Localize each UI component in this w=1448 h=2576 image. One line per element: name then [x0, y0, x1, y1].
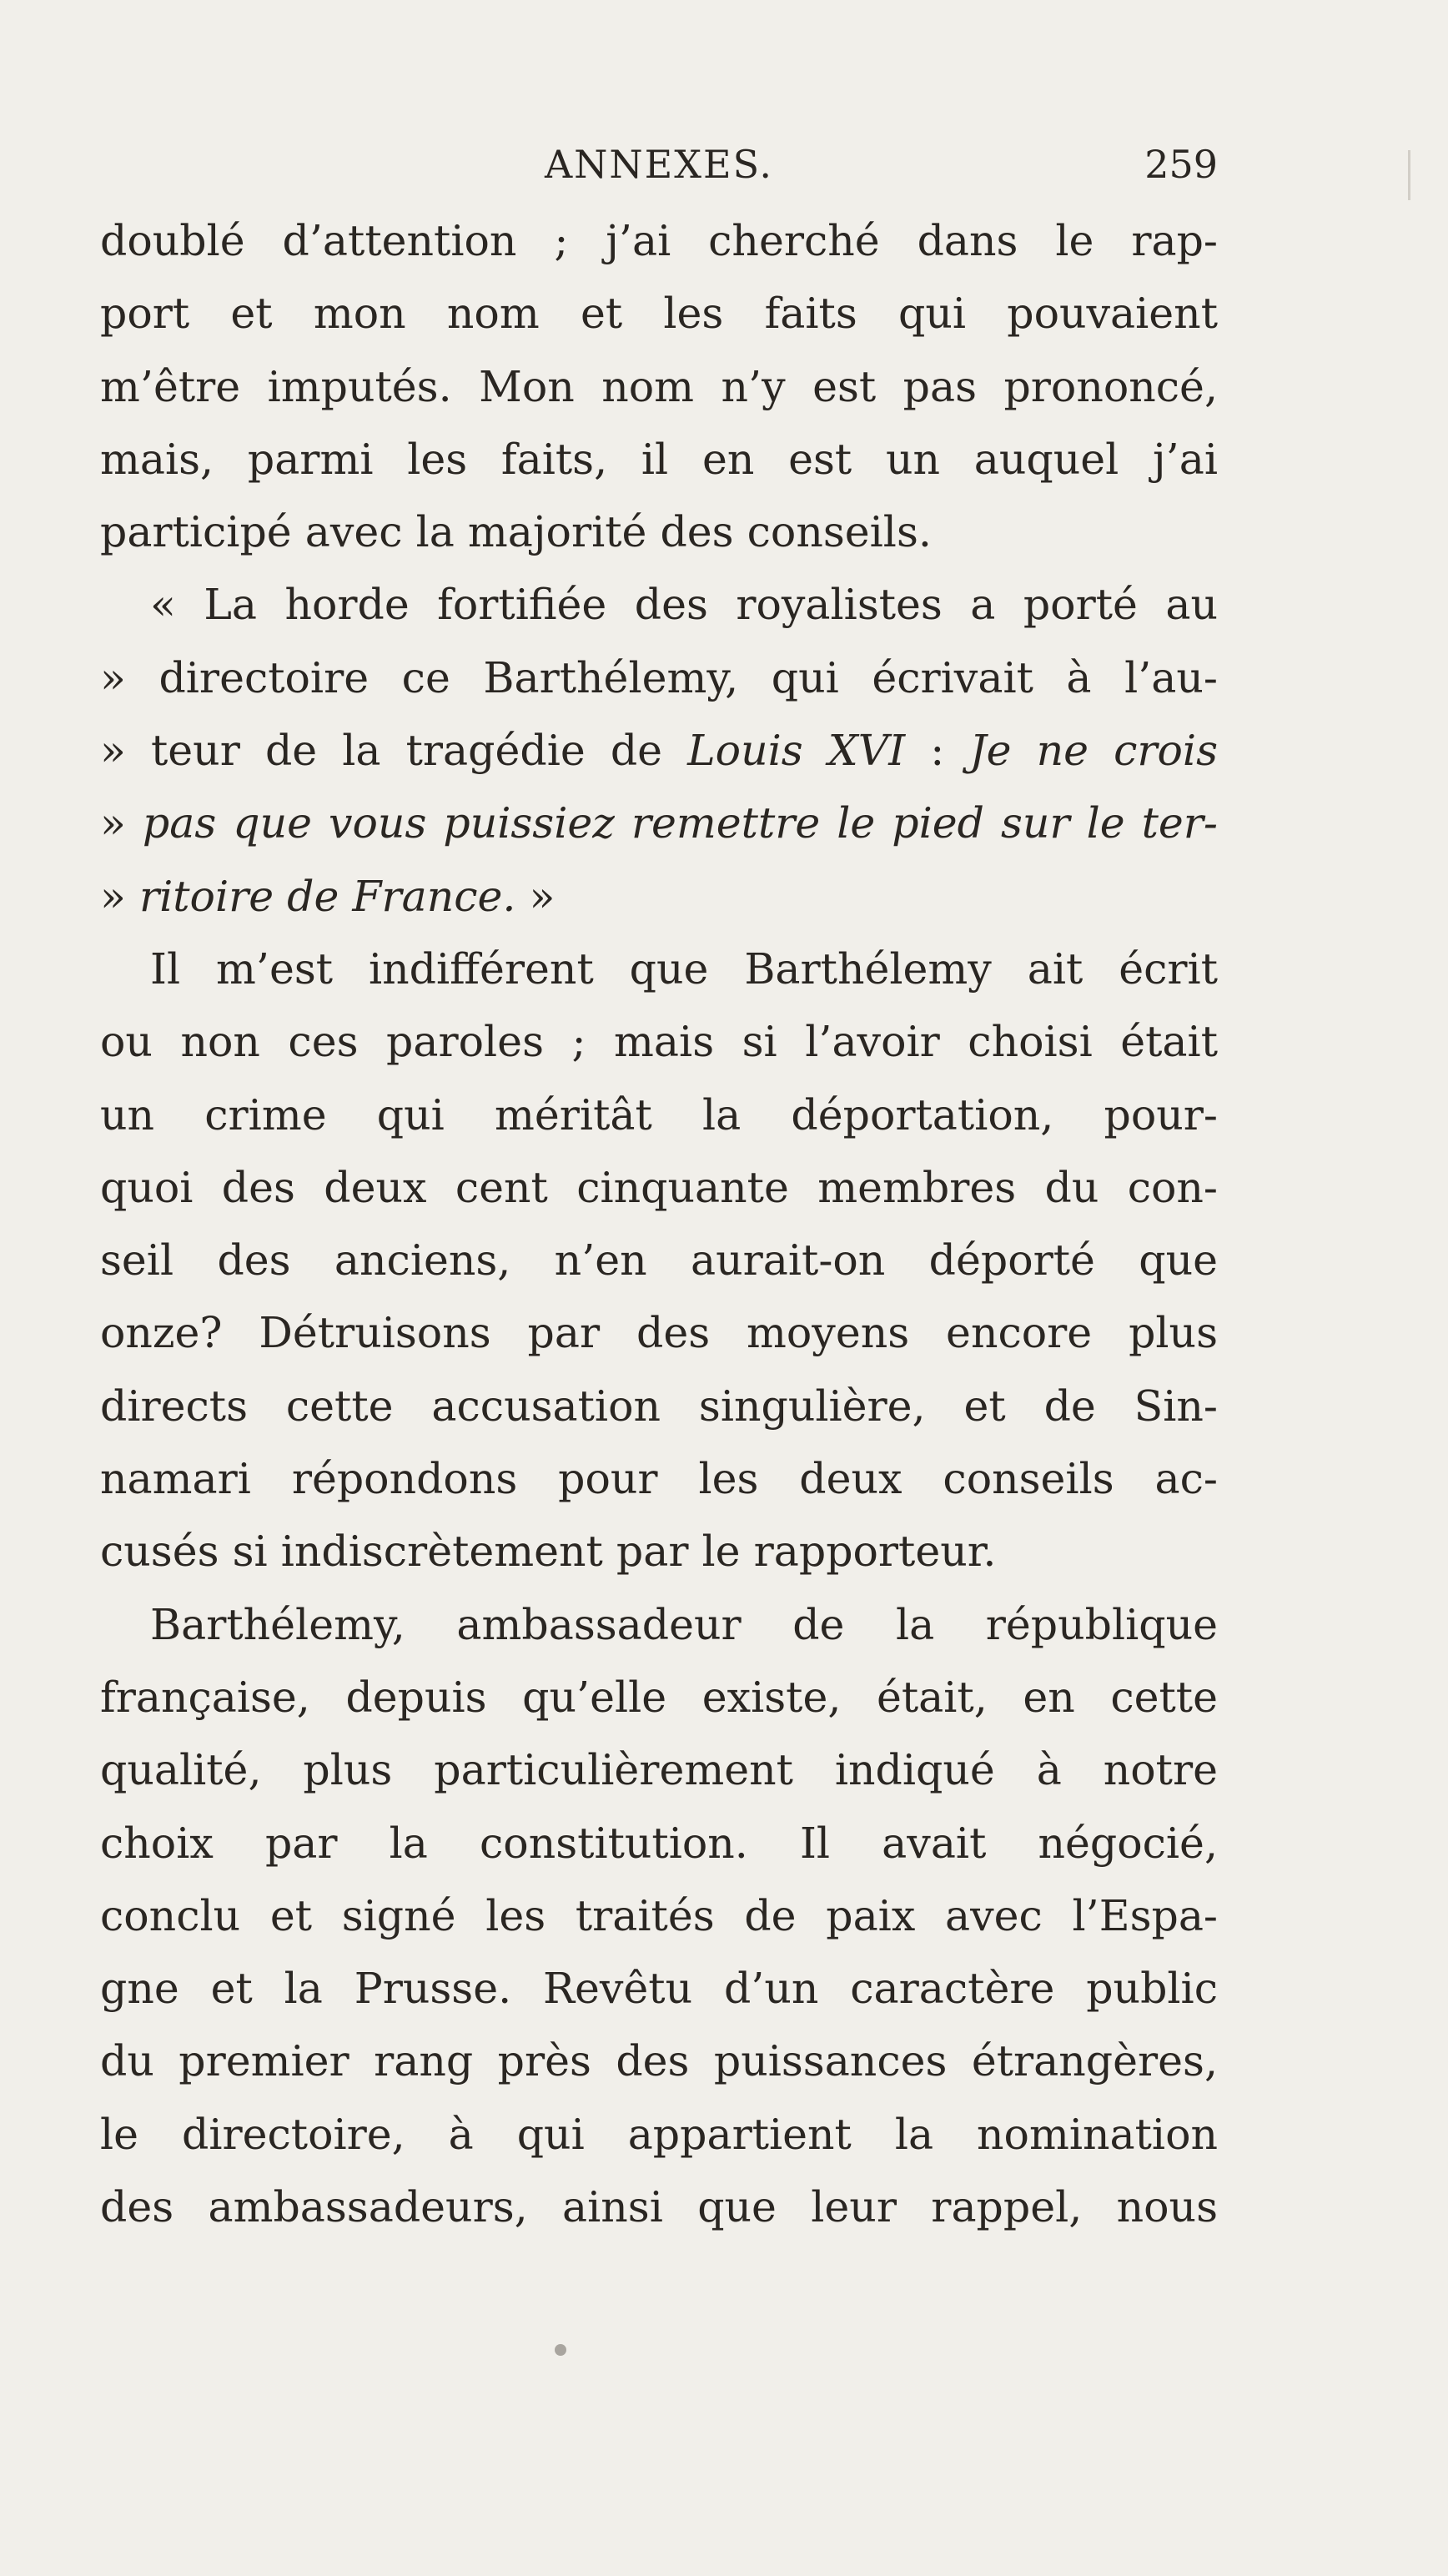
body-text [100, 204, 1218, 2243]
text-line: un crime qui méritât la déportation, pour- [100, 1089, 1218, 1140]
text-line: onze? Détruisons par des moyens encore plus [100, 1308, 1218, 1358]
text-line: m’être imputés. Mon nom n’y est pas prononcé, [100, 361, 1218, 411]
text-line: quoi des deux cent cinquante membres du con- [100, 1162, 1218, 1212]
quote-mark: » [515, 871, 556, 921]
play-title: Louis XVI [687, 726, 906, 776]
quote-text: » teur de la tragédie de [100, 726, 688, 776]
running-head: ANNEXES. [544, 142, 774, 187]
page-edge-mark [1408, 150, 1410, 200]
quote-line: « La horde fortifiée des royalistes a porté au [150, 580, 1218, 630]
quote-text: : [905, 726, 970, 776]
text-line: participé avec la majorité des conseils. [100, 507, 932, 557]
text-line: mais, parmi les faits, il en est un auquel j’ai [100, 434, 1218, 484]
text-line: Barthélemy, ambassadeur de la république [150, 1599, 1218, 1649]
text-line: du premier rang près des puissances étrangères, [100, 2036, 1218, 2086]
text-line: choix par la constitution. Il avait négocié, [100, 1818, 1218, 1868]
text-line: conclu et signé les traités de paix avec l’Espa- [100, 1890, 1218, 1940]
quote-line: » directoire ce Barthélemy, qui écrivait à l’au- [100, 652, 1218, 702]
text-line: seil des anciens, n’en aurait-on déporté que [100, 1235, 1218, 1285]
text-line: gne et la Prusse. Revêtu d’un caractère public [100, 1964, 1218, 2014]
quoted-words: Je ne crois [969, 726, 1218, 776]
text-line: des ambassadeurs, ainsi que leur rappel, nous [100, 2182, 1218, 2232]
text-line: directs cette accusation singulière, et de Sin- [100, 1381, 1218, 1431]
text-line: port et mon nom et les faits qui pouvaient [100, 289, 1218, 339]
quote-mark: » [100, 798, 143, 848]
text-line: le directoire, à qui appartient la nomination [100, 2109, 1218, 2159]
text-line: ou non ces paroles ; mais si l’avoir choisi était [100, 1017, 1218, 1067]
quote-line [100, 860, 1218, 933]
quote-mark: » [100, 871, 139, 921]
quote-line [100, 714, 1218, 787]
quoted-words: pas que vous puissiez remettre le pied sur le ter- [142, 798, 1218, 848]
page-number: 259 [1144, 142, 1218, 187]
quote-line [100, 787, 1218, 859]
quoted-words: ritoire de France. [138, 871, 516, 921]
text-line: doublé d’attention ; j’ai cherché dans le rap- [100, 216, 1218, 265]
text-line: française, depuis qu’elle existe, était, en cette [100, 1672, 1218, 1722]
text-line: Il m’est indifférent que Barthélemy ait écrit [150, 943, 1218, 994]
text-line: cusés si indiscrètement par le rapporteur. [100, 1527, 997, 1577]
ink-spot [555, 2344, 566, 2356]
text-line: namari répondons pour les deux conseils ac- [100, 1454, 1218, 1504]
text-line: qualité, plus particulièrement indiqué à notre [100, 1745, 1218, 1795]
page-header [100, 135, 1218, 194]
